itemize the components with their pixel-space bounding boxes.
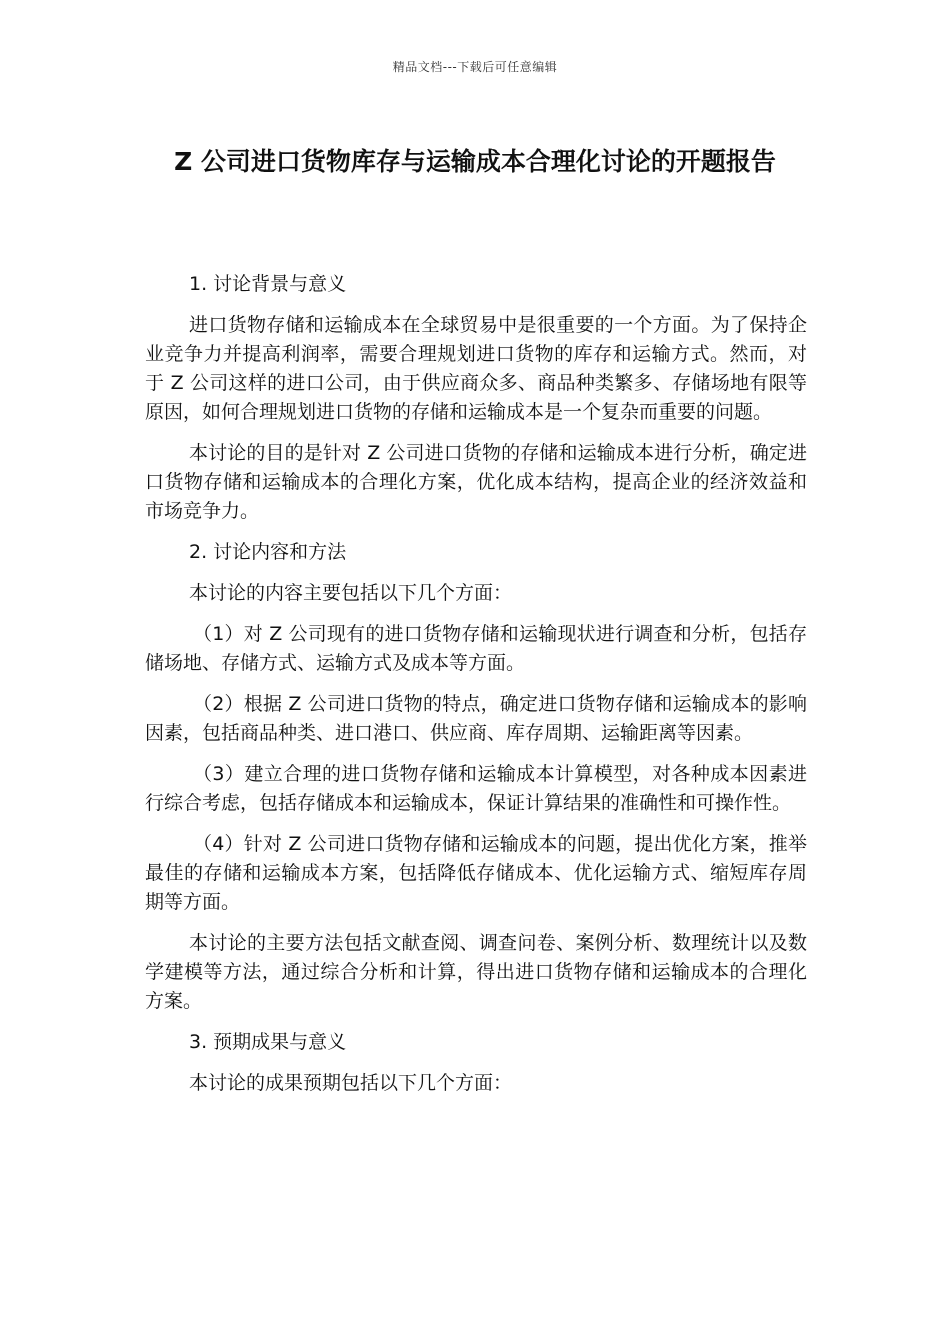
paragraph: 本讨论的主要方法包括文献查阅、调查问卷、案例分析、数理统计以及数学建模等方法，通过综合分析和计算，得出进口货物存储和运输成本的合理化方案。: [145, 932, 807, 1012]
list-item: （4）针对 Z 公司进口货物存储和运输成本的问题，提出优化方案，推举最佳的存储和运输成本方案，包括降低存储成本、优化运输方式、缩短库存周期等方面。: [145, 833, 807, 913]
section-heading: 3. 预期成果与意义: [189, 1031, 347, 1053]
list-item: （3）建立合理的进口货物存储和运输成本计算模型，对各种成本因素进行综合考虑，包括存储成本和运输成本，保证计算结果的准确性和可操作性。: [145, 763, 807, 814]
paragraph: 本讨论的内容主要包括以下几个方面：: [189, 582, 513, 604]
paragraph: 本讨论的目的是针对 Z 公司进口货物的存储和运输成本进行分析，确定进口货物存储和运输成本的合理化方案，优化成本结构，提高企业的经济效益和市场竞争力。: [145, 442, 807, 522]
list-item: （1）对 Z 公司现有的进口货物存储和运输现状进行调查和分析，包括存储场地、存储方式、运输方式及成本等方面。: [145, 623, 807, 674]
list-item: （2）根据 Z 公司进口货物的特点，确定进口货物存储和运输成本的影响因素，包括商品种类、进口港口、供应商、库存周期、运输距离等因素。: [145, 693, 807, 744]
section-heading: 2. 讨论内容和方法: [189, 541, 347, 563]
paragraph: 本讨论的成果预期包括以下几个方面：: [189, 1072, 513, 1094]
document-title: Z 公司进口货物库存与运输成本合理化讨论的开题报告: [174, 147, 776, 176]
header-note: 精品文档---下载后可任意编辑: [392, 60, 558, 74]
document-body: [145, 270, 807, 1110]
section-heading: 1. 讨论背景与意义: [189, 273, 347, 295]
paragraph: 进口货物存储和运输成本在全球贸易中是很重要的一个方面。为了保持企业竞争力并提高利润率，需要合理规划进口货物的库存和运输方式。然而，对于 Z 公司这样的进口公司，由于供应商众多、商品种类繁多、存储场地有限等原因，如何合理规划进口货物的存储和运输成本是一个复杂而重要的问题。: [145, 314, 807, 423]
